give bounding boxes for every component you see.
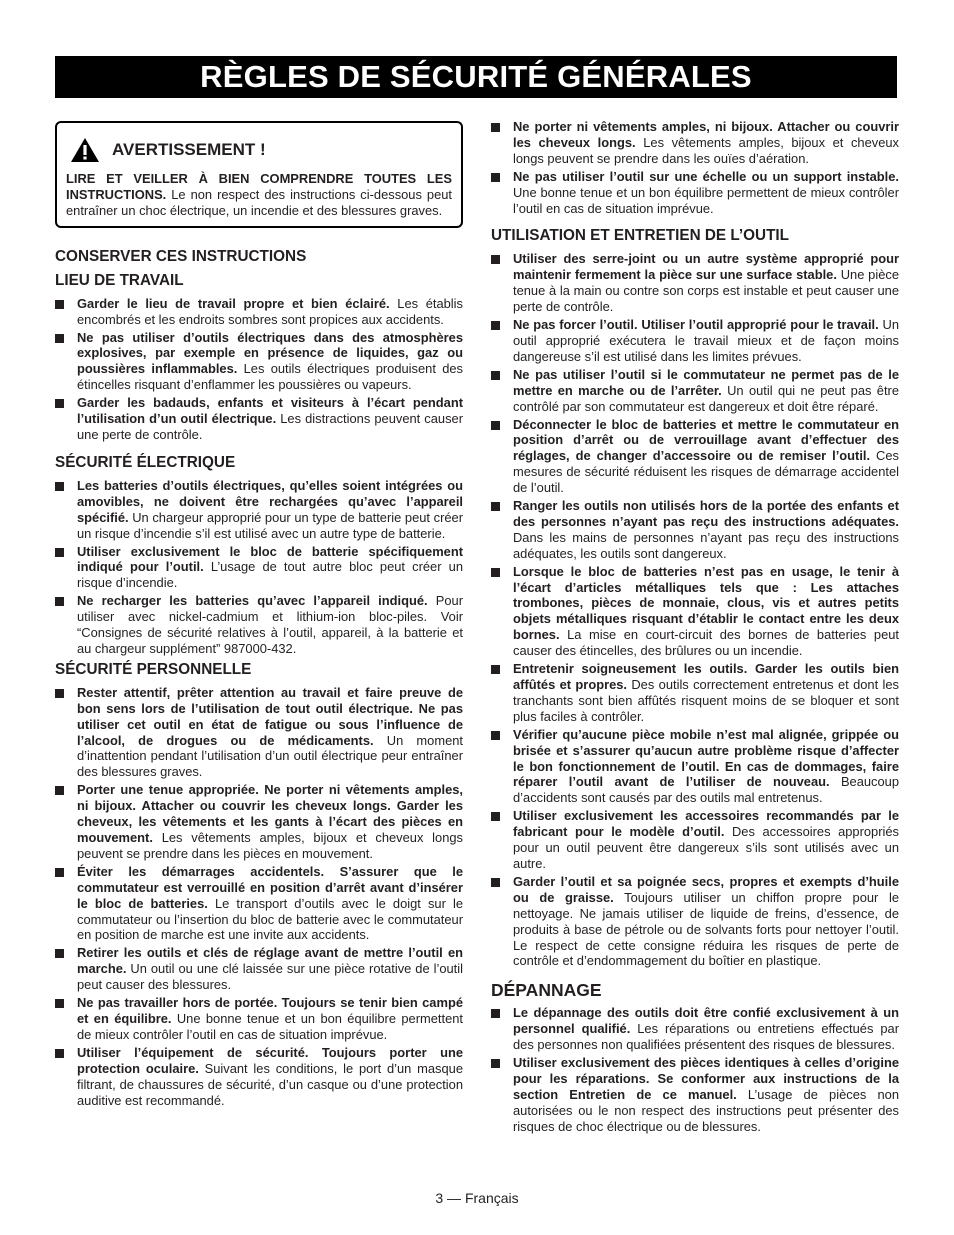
list-item-bold: Les batteries d’outils électriques, qu’elles soient intégrées ou amovibles, ne doivent être rechargées qu’avec l’appareil spécifié. <box>77 477 463 525</box>
list-item <box>491 169 899 217</box>
list-item-text: Dans les mains de personnes n’ayant pas reçu des instructions adéquates, les outils sont dangereux. <box>513 529 899 561</box>
page-title: RÈGLES DE SÉCURITÉ GÉNÉRALES <box>55 56 897 98</box>
list-item <box>55 945 463 993</box>
list-item-bold: Porter une tenue appropriée. Ne porter ni vêtements amples, ni bijoux. Attacher ou couvrir les cheveux longs. Garder les cheveux, les vêtements et les gants à l’écart des pièces en mouvement. <box>77 782 463 845</box>
list-item-text: Un chargeur approprié pour un type de batterie peut créer un risque d’incendie s’il est utilisé avec un autre type de batterie. <box>77 509 463 541</box>
list-item-text: Toujours utiliser un chiffon propre pour le nettoyage. Ne jamais utiliser de liquide de freins, d’essence, de produits à base de pétrole ou de solvants forts pour nettoyer l’outil. Le respect de cette consigne réduira les risques de perte de contrôle et d’endommagement du boîtier en plastique. <box>513 889 899 969</box>
list-item <box>55 330 463 394</box>
list-item-text: La mise en court-circuit des bornes de batteries peut causer des étincelles, des brûlures ou un incendie. <box>513 627 899 659</box>
list-item-text: Les outils électriques produisent des étincelles risquant d’enflammer les poussières ou vapeurs. <box>77 361 463 393</box>
warning-body-text: Le non respect des instructions ci-dessous peut entraîner un choc électrique, un incendie et des blessures graves. <box>66 186 452 218</box>
list-item-bold: Ne pas utiliser d’outils électriques dans des atmosphères explosives, par exemple en présence de liquides, gaz ou poussières inflammables. <box>77 329 463 377</box>
list-item <box>491 727 899 807</box>
list-item <box>491 251 899 315</box>
list-item-text: Pour utiliser avec nickel-cadmium et lithium-ion bloc-piles. Voir “Consignes de sécurité relatives à l’outil, appareil, à la batterie et au chargeur supplément” 987000-432. <box>77 593 463 656</box>
bullet-list <box>55 478 463 657</box>
list-item <box>491 874 899 969</box>
list-item-bold: Utiliser des serre-joint ou un autre système approprié pour maintenir fermement la pièce sur une surface stable. <box>513 251 899 283</box>
list-item <box>55 296 463 328</box>
list-item-text: L’usage de tout autre bloc peut créer un risque d’incendie. <box>77 559 463 591</box>
list-item-text: Le transport d’outils avec le doigt sur le commutateur ou l’insertion du bloc de batterie avec le commutateur en position de marche est une invite aux accidents. <box>77 895 463 943</box>
list-item-bold: Garder le lieu de travail propre et bien éclairé. <box>77 295 390 311</box>
list-item-bold: Ranger les outils non utilisés hors de la portée des enfants et des personnes n’ayant pas reçu des instructions adéquates. <box>513 498 899 529</box>
page-footer: 3 — Français <box>435 1190 519 1206</box>
section-left_sections-0 <box>55 272 463 443</box>
list-item-text: Les établis encombrés et les endroits sombres sont propices aux accidents. <box>77 295 463 327</box>
right-sections <box>491 119 899 1135</box>
section-right_sections-2 <box>491 981 899 1134</box>
list-item-text: Les distractions peuvent causer une perte de contrôle. <box>77 411 463 442</box>
list-item-bold: Garder les badauds, enfants et visiteurs à l’écart pendant l’utilisation d’un outil électrique. <box>77 395 463 427</box>
list-item-text: Un outil qui ne peut pas être contrôlé par son commutateur est dangereux et doit être réparé. <box>513 382 900 414</box>
list-item-bold: Ne pas forcer l’outil. Utiliser l’outil approprié pour le travail. <box>513 317 879 333</box>
keep-instructions-heading: CONSERVER CES INSTRUCTIONS <box>55 247 307 265</box>
warning-triangle-icon <box>70 137 100 163</box>
section-heading: SÉCURITÉ PERSONNELLE <box>55 660 252 678</box>
list-item-text: L’usage de pièces non autorisées ou le non respect des instructions peut présenter des risques de choc électrique ou de blessures. <box>513 1086 899 1134</box>
list-item <box>55 478 463 542</box>
warning-bold-text: LIRE ET VEILLER À BIEN COMPRENDRE TOUTES LES INSTRUCTIONS. <box>66 171 452 202</box>
list-item-text: Les vêtements amples, bijoux et cheveux longs peuvent se prendre dans les ouïes d’aération. <box>513 134 899 166</box>
list-item-text: Une bonne tenue et un bon équilibre permettent de mieux contrôler l’outil en cas de situation imprévue. <box>77 1010 463 1042</box>
list-item-text: Une bonne tenue et un bon équilibre permettent de mieux contrôler l’outil en cas de situation imprévue. <box>513 184 899 216</box>
list-item <box>55 593 463 657</box>
list-item-text: Les vêtements amples, bijoux et cheveux longs peuvent se prendre dans les pièces en mouvement. <box>77 830 463 861</box>
list-item-text: Suivant les conditions, le port d’un masque filtrant, de chaussures de sécurité, d’un casque ou d’une protection auditive est recommandé. <box>77 1060 463 1108</box>
list-item-text: Une pièce tenue à la main ou contre son corps est instable et peut causer une perte de contrôle. <box>513 267 899 315</box>
bullet-list <box>55 296 463 443</box>
left-column <box>55 121 463 1110</box>
list-item-bold: Rester attentif, prêter attention au travail et faire preuve de bon sens lors de l’utilisation de tout outil électrique. Ne pas utiliser cet outil en état de fatigue ou sous l’influence de l’alcool, de drogues ou de médicaments. <box>77 684 463 748</box>
list-item-bold: Utiliser l’équipement de sécurité. Toujours porter une protection oculaire. <box>77 1044 463 1076</box>
section-heading: UTILISATION ET ENTRETIEN DE L’OUTIL <box>491 227 790 245</box>
bullet-list <box>491 119 899 216</box>
warning-text <box>66 171 452 219</box>
list-item <box>55 782 463 862</box>
list-item-text: Des accessoires appropriés pour un outil peuvent être dangereux s’ils sont utilisés avec un autre. <box>513 824 900 871</box>
list-item <box>55 685 463 780</box>
list-item <box>55 995 463 1043</box>
list-item <box>491 317 899 365</box>
list-item <box>55 544 463 592</box>
list-item-bold: Ne porter ni vêtements amples, ni bijoux. Attacher ou couvrir les cheveux longs. <box>513 119 899 150</box>
list-item-bold: Utiliser exclusivement le bloc de batterie spécifiquement indiqué pour l’outil. <box>77 543 463 575</box>
list-item <box>55 395 463 443</box>
section-heading: LIEU DE TRAVAIL <box>55 271 184 289</box>
list-item-bold: Lorsque le bloc de batteries n’est pas en usage, le tenir à l’écart d’articles métalliques tels que : Les attaches trombones, pièces de monnaie, clous, vis et autres petits objets métalliques risquant d’établir le contact entre les deux bornes. <box>513 563 899 643</box>
section-left_sections-1 <box>55 454 463 657</box>
section-heading: DÉPANNAGE <box>491 980 602 1001</box>
list-item-bold: Utiliser exclusivement des pièces identiques à celles d’origine pour les réparations. Se conformer aux instructions de la section Entretien de ce manuel. <box>513 1055 899 1102</box>
list-item-bold: Garder l’outil et sa poignée secs, propres et exempts d’huile ou de graisse. <box>513 873 899 905</box>
list-item-bold: Déconnecter le bloc de batteries et mettre le commutateur en position d’arrêt ou de verrouillage avant d’effectuer des réglages, de changer d’accessoire ou de remiser l’outil. <box>513 416 899 464</box>
list-item <box>491 808 899 872</box>
list-item <box>55 1045 463 1109</box>
list-item-text: Un outil approprié exécutera le travail mieux et de façon moins dangereuse s’il est utilisé dans les limites prévues. <box>513 317 899 364</box>
section-left_sections-2 <box>55 661 463 1109</box>
list-item-bold: Retirer les outils et clés de réglage avant de mettre l’outil en marche. <box>77 945 463 977</box>
section-right_sections-1 <box>491 227 899 969</box>
left-sections <box>55 272 463 1109</box>
list-item <box>491 119 899 167</box>
list-item-text: Un moment d’inattention pendant l’utilisation d’un outil électrique peur entraîner des blessures graves. <box>77 732 463 780</box>
list-item-text: Un outil ou une clé laissée sur une pièce rotative de l’outil peut causer des blessures. <box>77 961 463 993</box>
list-item-bold: Ne pas utiliser l’outil si le commutateur ne permet pas de le mettre en marche ou de l’arrêter. <box>513 366 899 398</box>
list-item-text: Les réparations ou entretiens effectués par des personnes non qualifiées présentent des risques de blessures. <box>513 1021 900 1053</box>
list-item <box>491 367 899 415</box>
list-item-bold: Le dépannage des outils doit être confié exclusivement à un personnel qualifié. <box>513 1005 899 1037</box>
bullet-list <box>55 685 463 1109</box>
list-item-text: Des outils correctement entretenus et dont les tranchants sont bien affûtés risquent moins de se bloquer et sont plus faciles à contrôler. <box>513 677 899 724</box>
bullet-list <box>491 251 899 969</box>
list-item-bold: Éviter les démarrages accidentels. S’assurer que le commutateur est verrouillé en position d’arrêt avant d’insérer le bloc de batteries. <box>77 863 463 911</box>
list-item-text: Beaucoup d’accidents sont causés par des outils mal entretenus. <box>513 774 900 806</box>
right-column <box>491 119 899 1137</box>
list-item <box>491 1005 899 1053</box>
list-item-bold: Utiliser exclusivement les accessoires recommandés par le fabricant pour le modèle d’outil. <box>513 808 899 840</box>
list-item <box>491 661 899 725</box>
list-item <box>491 1055 899 1135</box>
list-item-bold: Vérifier qu’aucune pièce mobile n’est mal alignée, grippée ou brisée et s’assurer qu’aucun autre problème risque d’affecter le bon fonctionnement de l’outil. En cas de dommages, faire réparer l’outil avant de l’utiliser de nouveau. <box>513 726 899 790</box>
section-right_sections-0 <box>491 119 899 216</box>
list-item <box>55 864 463 944</box>
list-item-bold: Ne pas travailler hors de portée. Toujours se tenir bien campé et en équilibre. <box>77 995 463 1026</box>
bullet-list <box>491 1005 899 1134</box>
warning-box <box>55 121 463 228</box>
list-item-bold: Entretenir soigneusement les outils. Garder les outils bien affûtés et propres. <box>513 661 899 692</box>
list-item <box>491 498 899 562</box>
list-item-bold: Ne recharger les batteries qu’avec l’appareil indiqué. <box>77 593 428 609</box>
list-item <box>491 417 899 497</box>
section-heading: SÉCURITÉ ÉLECTRIQUE <box>55 453 236 471</box>
list-item-text: Ces mesures de sécurité réduisent les risques de démarrage accidentel de l’outil. <box>513 448 899 496</box>
list-item <box>491 564 899 659</box>
warning-title: AVERTISSEMENT ! <box>112 140 266 160</box>
warning-header <box>70 137 452 163</box>
list-item-bold: Ne pas utiliser l’outil sur une échelle ou un support instable. <box>513 168 899 184</box>
